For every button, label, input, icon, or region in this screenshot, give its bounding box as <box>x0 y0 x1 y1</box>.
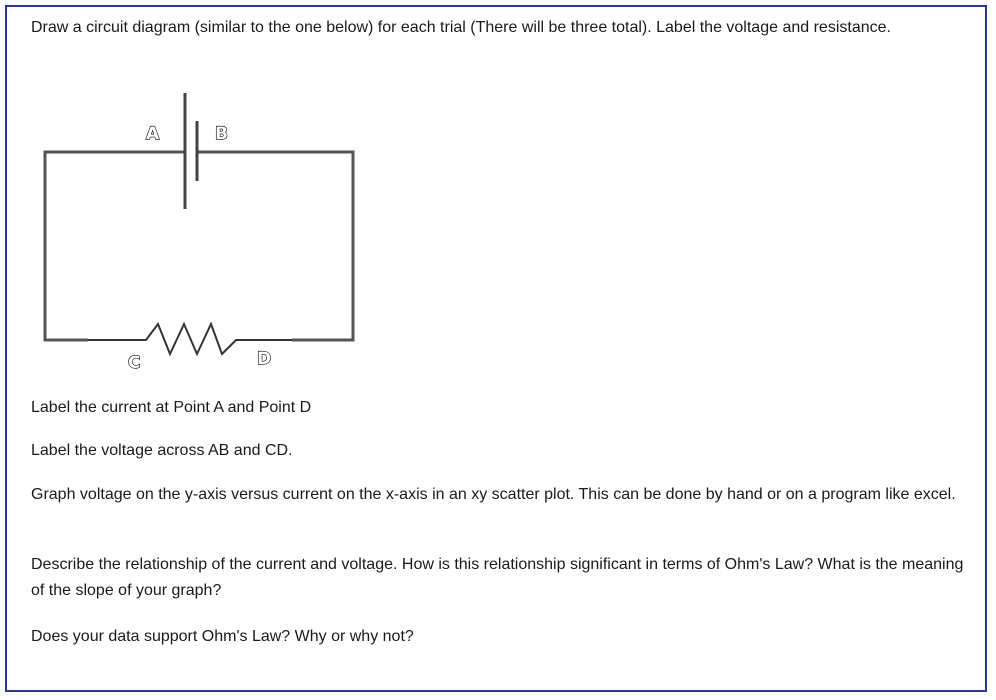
voltage-instruction: Label the voltage across AB and CD. <box>31 442 293 459</box>
circuit-wires <box>45 152 353 340</box>
intro-instruction: Draw a circuit diagram (similar to the one below) for each trial (There will be three total). Label the voltage and resistance. <box>31 19 891 36</box>
current-instruction: Label the current at Point A and Point D <box>31 399 312 416</box>
point-d-label: D <box>257 349 272 369</box>
point-a-label: A <box>146 124 160 144</box>
point-b-label: B <box>215 124 228 144</box>
support-question: Does your data support Ohm's Law? Why or why not? <box>31 628 414 645</box>
wire-top-left <box>45 152 185 340</box>
point-c-label: C <box>128 353 141 373</box>
describe-question: Describe the relationship of the current and voltage. How is this relationship significant in terms of Ohm's Law? What is the meaning of the slope of your graph? <box>31 556 964 599</box>
wire-top-right <box>197 152 353 340</box>
graph-instruction: Graph voltage on the y-axis versus current on the x-axis in an xy scatter plot. This can be done by hand or on a program like excel. <box>31 486 956 503</box>
